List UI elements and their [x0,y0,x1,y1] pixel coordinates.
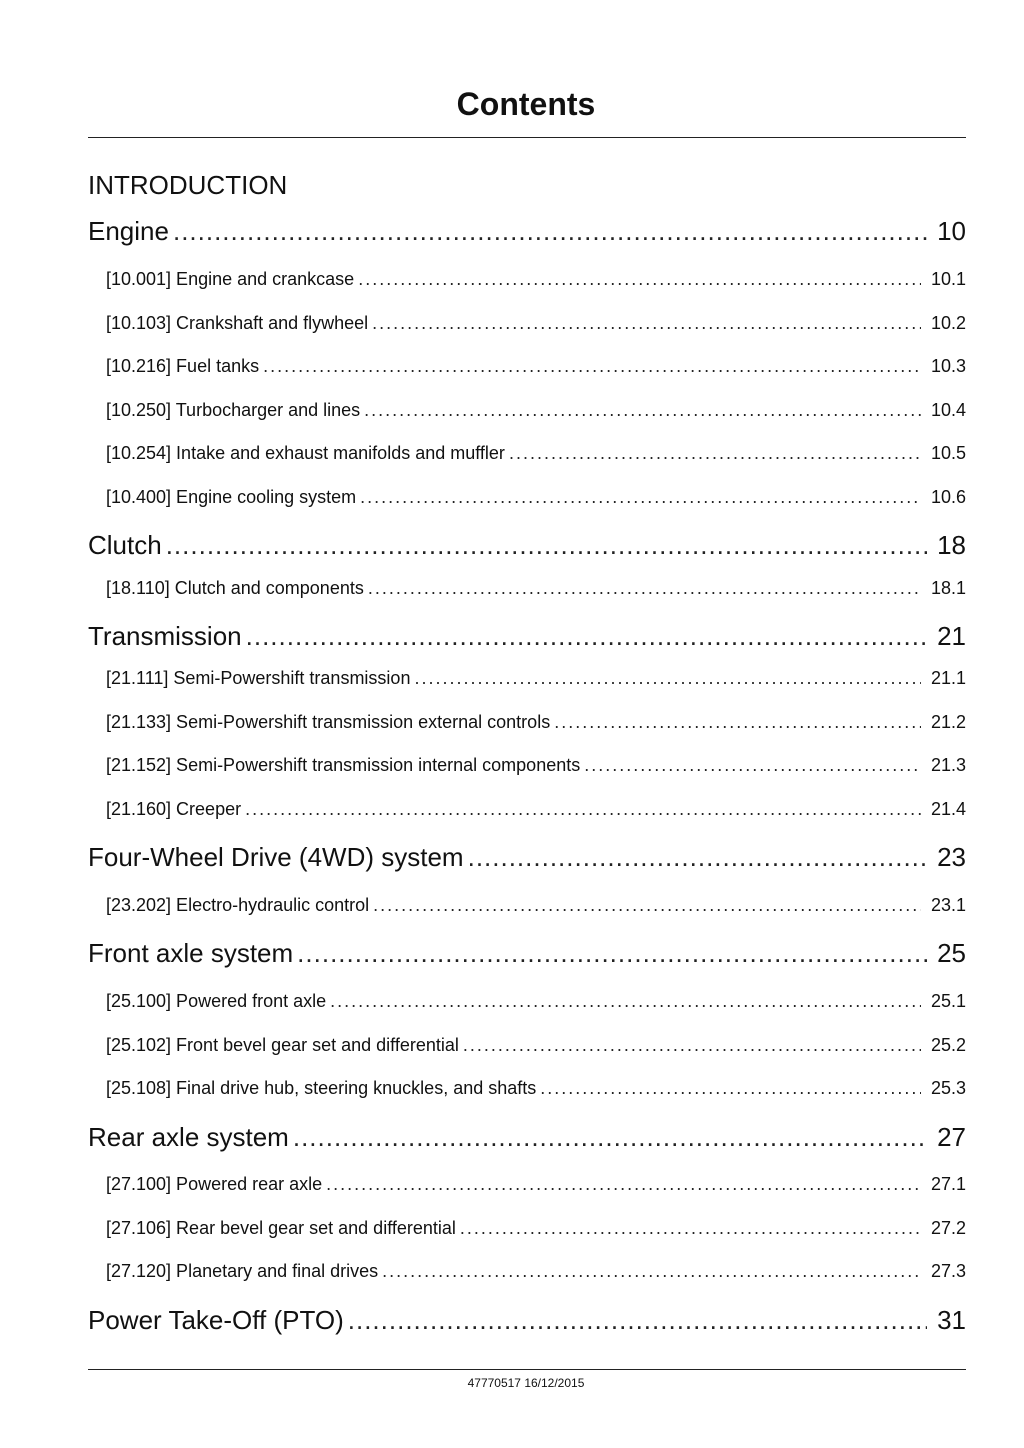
toc-section-page: 10 [937,216,966,246]
dot-leader [554,712,921,733]
toc-entry-page: 27.2 [930,1218,966,1238]
toc-entry-page: 23.1 [930,895,966,915]
dot-leader [326,1174,921,1195]
toc-entry-page: 27.1 [930,1174,966,1194]
toc-entry[interactable] [106,356,966,377]
toc-section-page: 18 [937,530,966,560]
dot-leader [358,269,921,290]
toc-section-page: 31 [937,1305,966,1335]
toc-entry-title: [23.202] Electro-hydraulic control [106,895,370,915]
toc-section-page: 27 [937,1122,966,1152]
toc-section[interactable] [88,621,966,652]
toc-entry-page: 10.1 [930,269,966,289]
toc-entry-title: [25.100] Powered front axle [106,991,327,1011]
toc-section-title: Transmission [88,621,242,651]
dot-leader [584,755,921,776]
dot-leader [509,443,921,464]
dot-leader [245,799,921,820]
toc-entry-title: [25.102] Front bevel gear set and differential [106,1035,459,1055]
intro-heading: INTRODUCTION [88,170,288,200]
header-divider [88,137,966,138]
dot-leader [364,400,921,421]
toc-entry-title: [10.250] Turbocharger and lines [106,400,361,420]
toc-section[interactable] [88,938,966,969]
toc-section-page: 23 [937,842,966,872]
toc-entry[interactable] [106,578,966,599]
dot-leader [372,313,921,334]
toc-entry-title: [21.133] Semi-Powershift transmission external controls [106,712,551,732]
dot-leader [382,1261,921,1282]
toc-entry-page: 21.2 [930,712,966,732]
toc-entry-page: 25.1 [930,991,966,1011]
dot-leader [297,938,927,969]
dot-leader [360,487,921,508]
toc-section-title: Power Take-Off (PTO) [88,1305,344,1335]
toc-section[interactable] [88,530,966,561]
toc-entry[interactable] [106,1218,966,1239]
toc-section[interactable] [88,842,966,873]
toc-entry-title: [27.120] Planetary and final drives [106,1261,379,1281]
toc-entry-title: [21.160] Creeper [106,799,242,819]
toc-entry[interactable] [106,668,966,689]
toc-section[interactable] [88,1122,966,1153]
toc-entry[interactable] [106,313,966,334]
toc-entry[interactable] [106,1174,966,1195]
footer-divider [88,1369,966,1370]
toc-entry-title: [27.100] Powered rear axle [106,1174,323,1194]
toc-entry-page: 21.4 [930,799,966,819]
toc-entry-page: 10.2 [930,313,966,333]
toc-section-title: Clutch [88,530,162,560]
toc-entry[interactable] [106,1078,966,1099]
dot-leader [246,621,927,652]
dot-leader [460,1218,921,1239]
toc-entry-title: [10.254] Intake and exhaust manifolds and muffler [106,443,505,463]
dot-leader [463,1035,921,1056]
dot-leader [368,578,921,599]
footer-doc-id: 47770517 16/12/2015 [467,1376,585,1390]
dot-leader [173,216,927,247]
toc-section-title: Rear axle system [88,1122,289,1152]
toc-section[interactable] [88,1305,966,1336]
toc-entry[interactable] [106,443,966,464]
toc-entry-page: 21.1 [930,668,966,688]
toc-entry[interactable] [106,1261,966,1282]
toc-entry-page: 25.2 [930,1035,966,1055]
toc-entry-page: 21.3 [930,755,966,775]
dot-leader [330,991,921,1012]
toc-entry-page: 25.3 [930,1078,966,1098]
toc-entry-title: [18.110] Clutch and components [106,578,364,598]
dot-leader [348,1305,927,1336]
toc-section[interactable] [88,216,966,247]
toc-entry-title: [25.108] Final drive hub, steering knuckles, and shafts [106,1078,537,1098]
toc-entry[interactable] [106,712,966,733]
dot-leader [468,842,927,873]
dot-leader [414,668,921,689]
toc-entry[interactable] [106,755,966,776]
toc-entry-title: [10.400] Engine cooling system [106,487,357,507]
toc-section-title: Front axle system [88,938,294,968]
toc-entry[interactable] [106,799,966,820]
dot-leader [373,895,921,916]
toc-entry-title: [21.152] Semi-Powershift transmission internal components [106,755,581,775]
toc-entry-title: [10.216] Fuel tanks [106,356,260,376]
toc-entry-page: 27.3 [930,1261,966,1281]
toc-section-title: Four-Wheel Drive (4WD) system [88,842,464,872]
dot-leader [540,1078,921,1099]
toc-entry-title: [27.106] Rear bevel gear set and differential [106,1218,456,1238]
toc-entry[interactable] [106,1035,966,1056]
toc-entry-title: [21.111] Semi-Powershift transmission [106,668,411,688]
toc-entry-title: [10.103] Crankshaft and flywheel [106,313,369,333]
dot-leader [263,356,921,377]
toc-entry[interactable] [106,269,966,290]
toc-entry[interactable] [106,400,966,421]
dot-leader [293,1122,927,1153]
toc-entry-page: 18.1 [930,578,966,598]
toc-entry-title: [10.001] Engine and crankcase [106,269,355,289]
toc-entry[interactable] [106,487,966,508]
dot-leader [166,530,927,561]
toc-entry[interactable] [106,991,966,1012]
page-title: Contents [456,86,596,122]
toc-entry-page: 10.6 [930,487,966,507]
toc-entry-page: 10.4 [930,400,966,420]
toc-entry-page: 10.3 [930,356,966,376]
toc-section-page: 25 [937,938,966,968]
toc-section-page: 21 [937,621,966,651]
toc-section-title: Engine [88,216,169,246]
toc-entry[interactable] [106,895,966,916]
toc-entry-page: 10.5 [930,443,966,463]
